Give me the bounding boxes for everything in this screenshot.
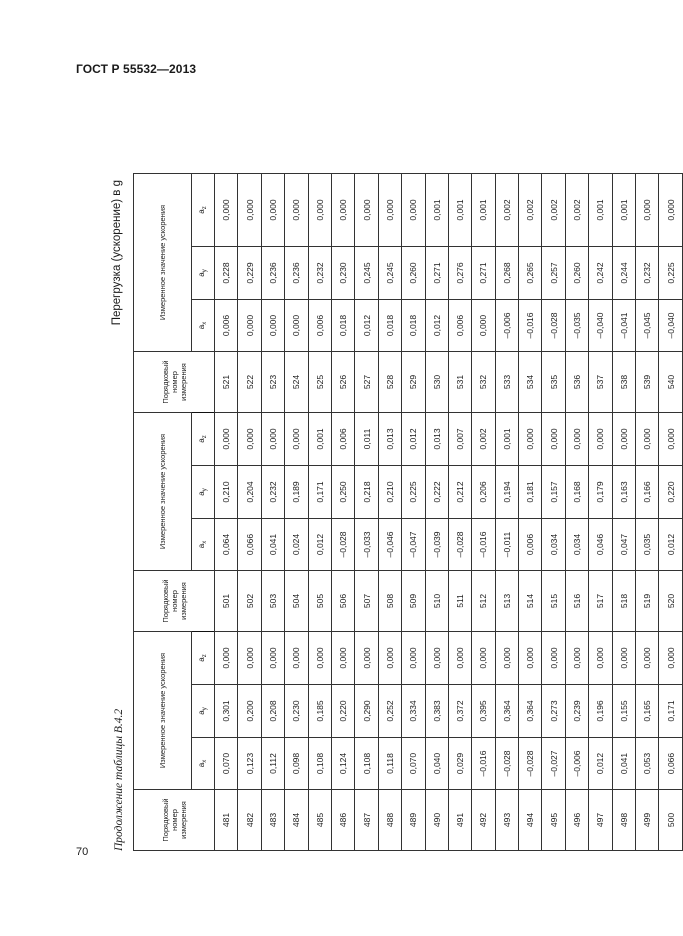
table-row	[519, 174, 542, 851]
cell-ax: 0,034	[565, 519, 588, 571]
cell-ax: 0,066	[659, 738, 682, 790]
cell-ay: 0,171	[308, 466, 331, 519]
cell-az: 0,000	[636, 413, 659, 466]
cell-ay: 0,171	[659, 685, 682, 738]
cell-ay: 0,236	[261, 247, 284, 300]
table-body	[215, 174, 683, 851]
header-number-2: Порядковый номер измерения	[134, 571, 215, 632]
cell-ax: 0,108	[355, 738, 378, 790]
cell-number: 507	[355, 571, 378, 632]
cell-ax: –0,016	[472, 738, 495, 790]
cell-az: 0,000	[542, 413, 565, 466]
cell-number: 528	[378, 352, 401, 413]
cell-ay: 0,210	[378, 466, 401, 519]
header-ay: $a_y$	[192, 247, 215, 300]
cell-ay: 0,218	[355, 466, 378, 519]
cell-ax: –0,006	[565, 738, 588, 790]
cell-az: 0,000	[378, 632, 401, 685]
cell-ay: 0,245	[355, 247, 378, 300]
table-row	[565, 174, 588, 851]
cell-ay: 0,166	[636, 466, 659, 519]
header-ax: $a_x$	[192, 300, 215, 352]
cell-ay: 0,383	[425, 685, 448, 738]
cell-ay: 0,271	[425, 247, 448, 300]
cell-ay: 0,268	[495, 247, 518, 300]
cell-ay: 0,232	[261, 466, 284, 519]
cell-ax: –0,028	[448, 519, 471, 571]
cell-ax: 0,124	[331, 738, 354, 790]
cell-ax: 0,018	[331, 300, 354, 352]
cell-ay: 0,225	[402, 466, 425, 519]
cell-ay: 0,260	[402, 247, 425, 300]
cell-ax: 0,064	[215, 519, 238, 571]
cell-number: 486	[331, 790, 354, 851]
cell-ax: 0,046	[589, 519, 612, 571]
cell-az: 0,011	[355, 413, 378, 466]
cell-az: 0,001	[495, 413, 518, 466]
cell-ay: 0,185	[308, 685, 331, 738]
cell-ax: 0,070	[215, 738, 238, 790]
table-row	[425, 174, 448, 851]
cell-ay: 0,236	[285, 247, 308, 300]
cell-number: 527	[355, 352, 378, 413]
page-number: 70	[76, 846, 89, 858]
cell-number: 532	[472, 352, 495, 413]
cell-number: 481	[215, 790, 238, 851]
cell-az: 0,001	[589, 174, 612, 247]
cell-number: 496	[565, 790, 588, 851]
cell-ay: 0,245	[378, 247, 401, 300]
cell-ax: –0,028	[331, 519, 354, 571]
cell-number: 531	[448, 352, 471, 413]
table-row	[495, 174, 518, 851]
cell-number: 490	[425, 790, 448, 851]
cell-ax: 0,000	[261, 300, 284, 352]
cell-az: 0,000	[542, 632, 565, 685]
cell-ax: –0,039	[425, 519, 448, 571]
cell-az: 0,000	[659, 413, 682, 466]
cell-az: 0,000	[589, 632, 612, 685]
cell-az: 0,000	[308, 174, 331, 247]
header-number-1: Порядковый номер измерения	[134, 790, 215, 851]
table-continuation-caption: Продолжение таблицы В.4.2	[113, 708, 125, 851]
cell-ay: 0,220	[331, 685, 354, 738]
cell-az: 0,000	[238, 632, 261, 685]
cell-number: 515	[542, 571, 565, 632]
cell-az: 0,000	[612, 632, 635, 685]
header-measured-1: Измеренное значение ускорения	[134, 632, 192, 790]
cell-az: 0,002	[565, 174, 588, 247]
cell-ay: 0,290	[355, 685, 378, 738]
cell-number: 522	[238, 352, 261, 413]
cell-ax: 0,012	[308, 519, 331, 571]
table-row	[308, 174, 331, 851]
cell-ax: 0,012	[659, 519, 682, 571]
cell-ay: 0,242	[589, 247, 612, 300]
cell-az: 0,001	[612, 174, 635, 247]
cell-az: 0,000	[238, 174, 261, 247]
cell-number: 529	[402, 352, 425, 413]
cell-az: 0,000	[402, 174, 425, 247]
cell-ay: 0,163	[612, 466, 635, 519]
cell-ax: 0,098	[285, 738, 308, 790]
cell-ax: 0,000	[238, 300, 261, 352]
cell-ax: –0,041	[612, 300, 635, 352]
cell-ay: 0,194	[495, 466, 518, 519]
cell-az: 0,000	[285, 632, 308, 685]
cell-ay: 0,196	[589, 685, 612, 738]
cell-ay: 0,157	[542, 466, 565, 519]
cell-ax: 0,012	[355, 300, 378, 352]
cell-number: 504	[285, 571, 308, 632]
cell-az: 0,002	[542, 174, 565, 247]
table-row	[355, 174, 378, 851]
cell-number: 482	[238, 790, 261, 851]
cell-ax: 0,123	[238, 738, 261, 790]
cell-az: 0,012	[402, 413, 425, 466]
cell-number: 497	[589, 790, 612, 851]
cell-ax: 0,034	[542, 519, 565, 571]
table-units-caption: Перегрузка (ускорение) в g	[111, 180, 123, 326]
cell-number: 519	[636, 571, 659, 632]
cell-ay: 0,364	[519, 685, 542, 738]
cell-ax: –0,016	[519, 300, 542, 352]
cell-number: 498	[612, 790, 635, 851]
cell-ay: 0,250	[331, 466, 354, 519]
cell-number: 526	[331, 352, 354, 413]
cell-number: 523	[261, 352, 284, 413]
cell-ax: 0,047	[612, 519, 635, 571]
cell-number: 525	[308, 352, 331, 413]
cell-number: 495	[542, 790, 565, 851]
header-az: $a_z$	[192, 413, 215, 466]
cell-number: 500	[659, 790, 682, 851]
cell-ax: 0,118	[378, 738, 401, 790]
table-subheader-row	[192, 174, 215, 851]
cell-az: 0,001	[425, 174, 448, 247]
table-row	[472, 174, 495, 851]
cell-az: 0,000	[636, 632, 659, 685]
cell-ay: 0,210	[215, 466, 238, 519]
cell-ay: 0,276	[448, 247, 471, 300]
cell-ay: 0,334	[402, 685, 425, 738]
table-row	[636, 174, 659, 851]
table-row	[331, 174, 354, 851]
cell-az: 0,000	[285, 413, 308, 466]
cell-number: 510	[425, 571, 448, 632]
cell-number: 506	[331, 571, 354, 632]
cell-az: 0,000	[308, 632, 331, 685]
cell-ay: 0,257	[542, 247, 565, 300]
cell-az: 0,001	[308, 413, 331, 466]
header-number-3: Порядковый номер измерения	[134, 352, 215, 413]
cell-number: 521	[215, 352, 238, 413]
cell-ay: 0,229	[238, 247, 261, 300]
cell-number: 524	[285, 352, 308, 413]
cell-ay: 0,239	[565, 685, 588, 738]
cell-ay: 0,206	[472, 466, 495, 519]
cell-number: 484	[285, 790, 308, 851]
cell-ay: 0,179	[589, 466, 612, 519]
cell-number: 516	[565, 571, 588, 632]
table-row	[448, 174, 471, 851]
cell-az: 0,000	[425, 632, 448, 685]
cell-number: 488	[378, 790, 401, 851]
cell-ax: –0,011	[495, 519, 518, 571]
cell-az: 0,002	[495, 174, 518, 247]
cell-az: 0,000	[612, 413, 635, 466]
cell-ax: –0,027	[542, 738, 565, 790]
cell-ax: –0,046	[378, 519, 401, 571]
table-row	[261, 174, 284, 851]
cell-ay: 0,265	[519, 247, 542, 300]
cell-ax: 0,012	[425, 300, 448, 352]
cell-ay: 0,212	[448, 466, 471, 519]
cell-ax: 0,012	[589, 738, 612, 790]
header-ax: $a_x$	[192, 738, 215, 790]
cell-ay: 0,232	[636, 247, 659, 300]
cell-ax: 0,029	[448, 738, 471, 790]
cell-ay: 0,189	[285, 466, 308, 519]
cell-number: 520	[659, 571, 682, 632]
cell-ay: 0,168	[565, 466, 588, 519]
cell-az: 0,000	[565, 413, 588, 466]
table-row	[659, 174, 682, 851]
cell-az: 0,000	[659, 632, 682, 685]
table-row	[215, 174, 238, 851]
cell-ax: –0,016	[472, 519, 495, 571]
cell-ax: –0,033	[355, 519, 378, 571]
cell-az: 0,000	[285, 174, 308, 247]
cell-az: 0,000	[215, 413, 238, 466]
header-az: $a_z$	[192, 174, 215, 247]
cell-number: 517	[589, 571, 612, 632]
cell-ax: 0,053	[636, 738, 659, 790]
cell-ax: –0,040	[659, 300, 682, 352]
cell-ax: 0,070	[402, 738, 425, 790]
cell-number: 491	[448, 790, 471, 851]
cell-number: 530	[425, 352, 448, 413]
table-row	[378, 174, 401, 851]
cell-az: 0,000	[495, 632, 518, 685]
cell-number: 485	[308, 790, 331, 851]
cell-az: 0,001	[448, 174, 471, 247]
cell-number: 502	[238, 571, 261, 632]
document-header: ГОСТ Р 55532—2013	[76, 62, 197, 76]
cell-number: 534	[519, 352, 542, 413]
cell-ay: 0,222	[425, 466, 448, 519]
table-row	[589, 174, 612, 851]
cell-az: 0,000	[331, 632, 354, 685]
cell-ax: 0,035	[636, 519, 659, 571]
cell-ay: 0,372	[448, 685, 471, 738]
cell-ay: 0,225	[659, 247, 682, 300]
cell-az: 0,001	[472, 174, 495, 247]
header-ay: $a_y$	[192, 685, 215, 738]
cell-ax: 0,040	[425, 738, 448, 790]
cell-ay: 0,204	[238, 466, 261, 519]
cell-number: 512	[472, 571, 495, 632]
cell-number: 513	[495, 571, 518, 632]
header-measured-2: Измеренное значение ускорения	[134, 413, 192, 571]
cell-az: 0,000	[519, 413, 542, 466]
header-az: $a_z$	[192, 632, 215, 685]
header-measured-3: Измеренное значение ускорения	[134, 174, 192, 352]
cell-az: 0,006	[331, 413, 354, 466]
cell-ay: 0,165	[636, 685, 659, 738]
cell-az: 0,000	[261, 174, 284, 247]
table-row	[542, 174, 565, 851]
cell-ay: 0,220	[659, 466, 682, 519]
cell-ay: 0,260	[565, 247, 588, 300]
cell-ax: 0,006	[448, 300, 471, 352]
cell-number: 492	[472, 790, 495, 851]
cell-az: 0,000	[565, 632, 588, 685]
cell-ax: –0,047	[402, 519, 425, 571]
cell-number: 483	[261, 790, 284, 851]
cell-ax: 0,000	[285, 300, 308, 352]
cell-az: 0,000	[519, 632, 542, 685]
cell-number: 503	[261, 571, 284, 632]
cell-number: 501	[215, 571, 238, 632]
table-row	[402, 174, 425, 851]
cell-az: 0,000	[355, 174, 378, 247]
cell-ax: –0,040	[589, 300, 612, 352]
cell-ay: 0,271	[472, 247, 495, 300]
table-row	[238, 174, 261, 851]
cell-number: 514	[519, 571, 542, 632]
cell-az: 0,000	[659, 174, 682, 247]
cell-ay: 0,273	[542, 685, 565, 738]
cell-number: 518	[612, 571, 635, 632]
cell-ay: 0,364	[495, 685, 518, 738]
cell-az: 0,000	[402, 632, 425, 685]
cell-az: 0,000	[215, 632, 238, 685]
cell-az: 0,000	[589, 413, 612, 466]
cell-number: 509	[402, 571, 425, 632]
cell-az: 0,013	[425, 413, 448, 466]
cell-az: 0,002	[519, 174, 542, 247]
cell-ay: 0,155	[612, 685, 635, 738]
cell-ax: 0,066	[238, 519, 261, 571]
cell-ay: 0,232	[308, 247, 331, 300]
header-ax: $a_x$	[192, 519, 215, 571]
cell-number: 535	[542, 352, 565, 413]
cell-ax: 0,041	[612, 738, 635, 790]
cell-az: 0,000	[215, 174, 238, 247]
cell-ax: –0,045	[636, 300, 659, 352]
cell-ay: 0,200	[238, 685, 261, 738]
cell-ay: 0,244	[612, 247, 635, 300]
cell-number: 533	[495, 352, 518, 413]
cell-number: 511	[448, 571, 471, 632]
cell-ay: 0,395	[472, 685, 495, 738]
cell-number: 505	[308, 571, 331, 632]
rotated-table-area	[107, 178, 676, 851]
cell-ax: 0,024	[285, 519, 308, 571]
cell-ax: –0,028	[542, 300, 565, 352]
cell-ax: –0,035	[565, 300, 588, 352]
cell-az: 0,000	[238, 413, 261, 466]
cell-number: 538	[612, 352, 635, 413]
table-row	[285, 174, 308, 851]
cell-az: 0,000	[261, 632, 284, 685]
table-header-row	[134, 174, 192, 851]
measurements-table	[133, 173, 683, 851]
cell-az: 0,000	[472, 632, 495, 685]
cell-ay: 0,252	[378, 685, 401, 738]
cell-az: 0,000	[261, 413, 284, 466]
cell-ax: 0,041	[261, 519, 284, 571]
cell-number: 539	[636, 352, 659, 413]
cell-ax: 0,018	[402, 300, 425, 352]
cell-ax: 0,000	[472, 300, 495, 352]
cell-ax: 0,108	[308, 738, 331, 790]
cell-az: 0,000	[636, 174, 659, 247]
cell-number: 508	[378, 571, 401, 632]
cell-ax: –0,028	[519, 738, 542, 790]
cell-az: 0,007	[448, 413, 471, 466]
cell-ay: 0,181	[519, 466, 542, 519]
table-row	[612, 174, 635, 851]
cell-ay: 0,301	[215, 685, 238, 738]
cell-number: 493	[495, 790, 518, 851]
cell-number: 487	[355, 790, 378, 851]
cell-number: 489	[402, 790, 425, 851]
cell-az: 0,000	[355, 632, 378, 685]
cell-number: 537	[589, 352, 612, 413]
cell-ay: 0,228	[215, 247, 238, 300]
cell-az: 0,013	[378, 413, 401, 466]
cell-az: 0,002	[472, 413, 495, 466]
cell-ay: 0,208	[261, 685, 284, 738]
cell-ax: 0,006	[308, 300, 331, 352]
cell-number: 536	[565, 352, 588, 413]
cell-ax: 0,006	[519, 519, 542, 571]
cell-ax: 0,018	[378, 300, 401, 352]
cell-ax: 0,112	[261, 738, 284, 790]
cell-az: 0,000	[331, 174, 354, 247]
cell-ax: 0,006	[215, 300, 238, 352]
cell-az: 0,000	[378, 174, 401, 247]
cell-ay: 0,230	[331, 247, 354, 300]
cell-ax: –0,006	[495, 300, 518, 352]
cell-az: 0,000	[448, 632, 471, 685]
cell-ay: 0,230	[285, 685, 308, 738]
cell-number: 494	[519, 790, 542, 851]
cell-number: 540	[659, 352, 682, 413]
cell-number: 499	[636, 790, 659, 851]
cell-ax: –0,028	[495, 738, 518, 790]
header-ay: $a_y$	[192, 466, 215, 519]
